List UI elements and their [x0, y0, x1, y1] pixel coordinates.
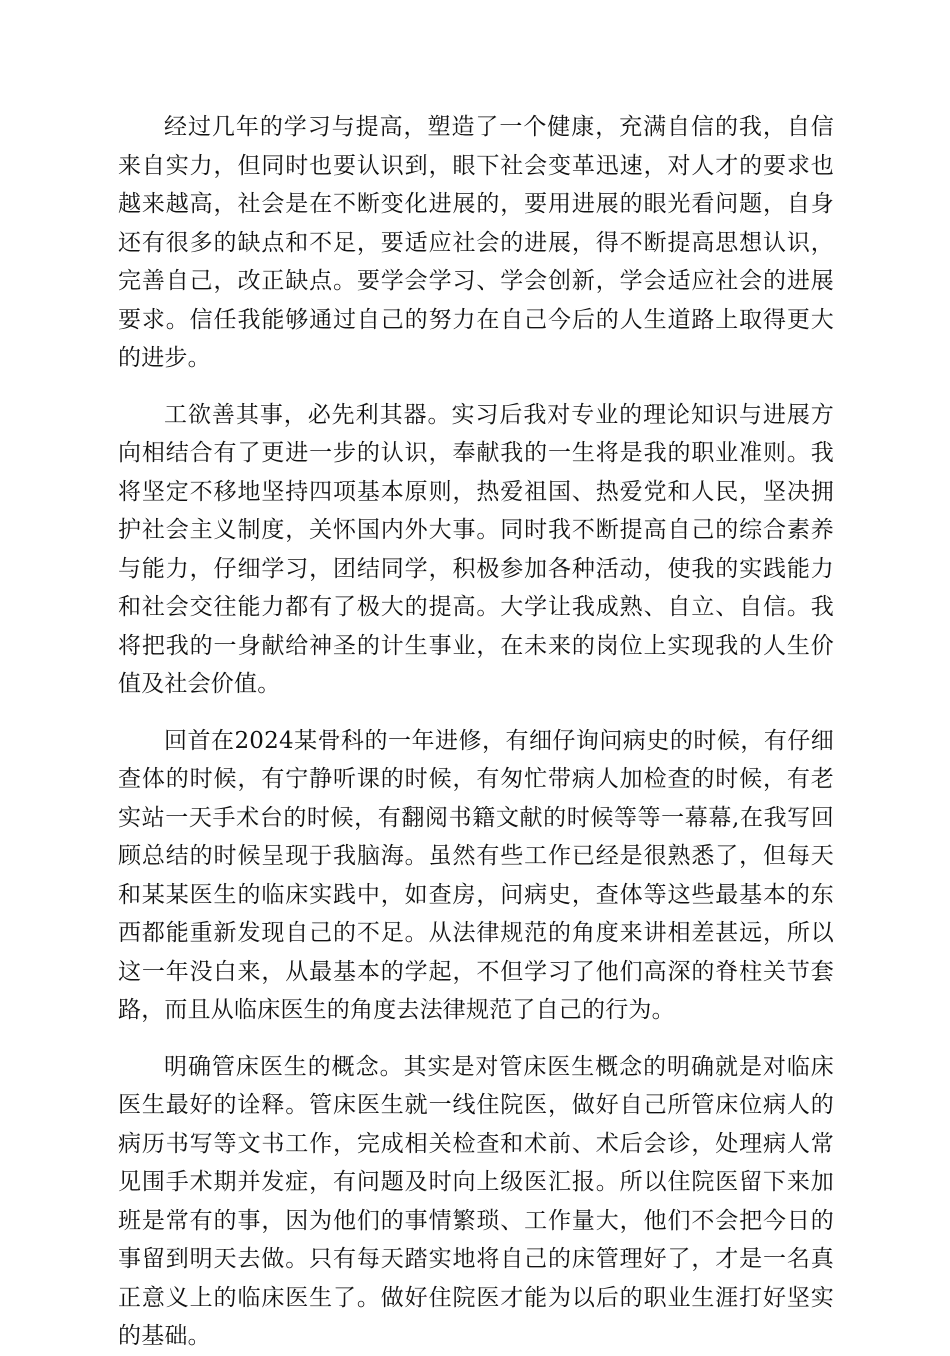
paragraph-1: 经过几年的学习与提高，塑造了一个健康，充满自信的我，自信来自实力，但同时也要认识到，眼下社会变革迅速，对人才的要求也越来越高，社会是在不断变化进展的，要用进展的眼光看问题，自身还有很多的缺点和不足，要适应社会的进展，得不断提高思想认识，完善自己，改正缺点。要学会学习、学会创新，学会适应社会的进展要求。信任我能够通过自己的努力在自己今后的人生道路上取得更大的进步。 [118, 114, 834, 371]
document-body [118, 108, 834, 1356]
paragraph-3: 回首在2024某骨科的一年进修，有细仔询问病史的时候，有仔细查体的时候，有宁静听课的时候，有匆忙带病人加检查的时候，有老实站一天手术台的时候，有翻阅书籍文献的时候等等一幕幕,在我写回顾总结的时候呈现于我脑海。虽然有些工作已经是很熟悉了，但每天和某某医生的临床实践中，如查房，问病史，查体等这些最基本的东西都能重新发现自己的不足。从法律规范的角度来讲相差甚远，所以这一年没白来，从最基本的学起，不但学习了他们高深的脊柱关节套路，而且从临床医生的角度去法律规范了自己的行为。 [118, 727, 834, 1023]
paragraph-4: 明确管床医生的概念。其实是对管床医生概念的明确就是对临床医生最好的诠释。管床医生就一线住院医，做好自己所管床位病人的病历书写等文书工作，完成相关检查和术前、术后会诊，处理病人常见围手术期并发症，有问题及时向上级医汇报。所以住院医留下来加班是常有的事，因为他们的事情繁琐、工作量大，他们不会把今日的事留到明天去做。只有每天踏实地将自己的床管理好了，才是一名真正意义上的临床医生了。做好住院医才能为以后的职业生涯打好坚实的基础。 [118, 1053, 834, 1349]
paragraph-2: 工欲善其事，必先利其器。实习后我对专业的理论知识与进展方向相结合有了更进一步的认识，奉献我的一生将是我的职业准则。我将坚定不移地坚持四项基本原则，热爱祖国、热爱党和人民，坚决拥护社会主义制度，关怀国内外大事。同时我不断提高自己的综合素养与能力，仔细学习，团结同学，积极参加各种活动，使我的实践能力和社会交往能力都有了极大的提高。大学让我成熟、自立、自信。我将把我的一身献给神圣的计生事业，在未来的岗位上实现我的人生价值及社会价值。 [118, 401, 834, 697]
